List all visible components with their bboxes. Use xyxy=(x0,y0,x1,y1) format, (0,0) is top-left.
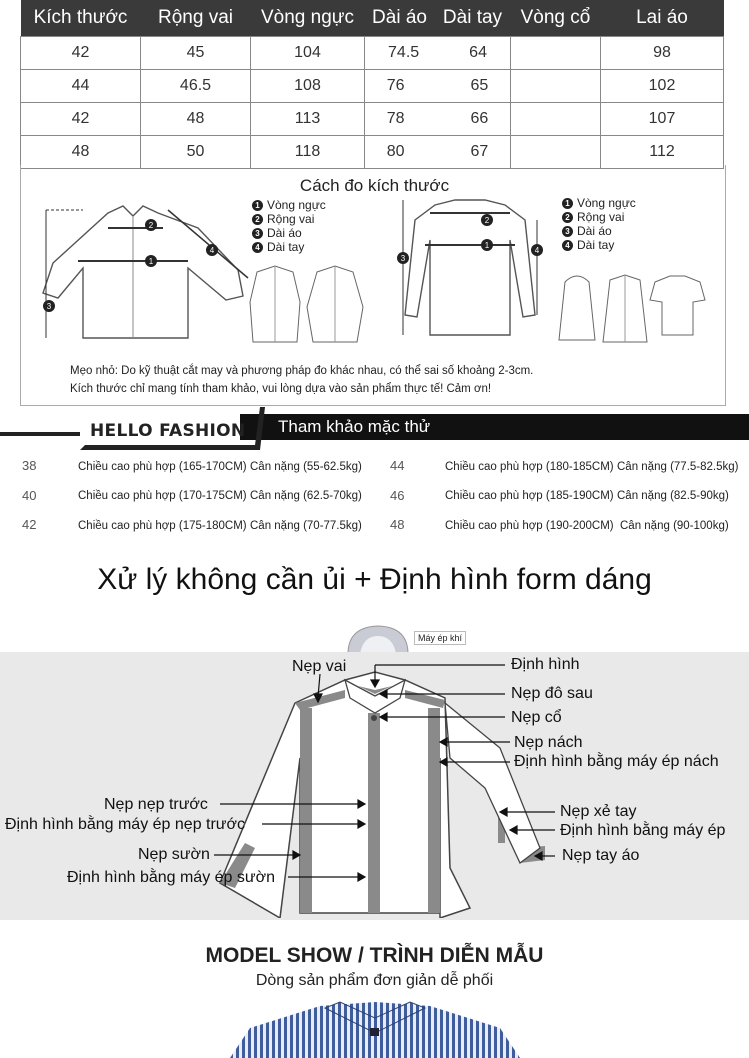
header-cell: Dài áo xyxy=(365,0,435,37)
fit-weight: Cân nặng (90-100kg) xyxy=(620,520,729,532)
table-row xyxy=(21,136,724,169)
fit-weight: Cân nặng (82.5-90kg) xyxy=(617,490,729,502)
brand-logo: HELLO FASHION xyxy=(90,421,246,441)
legend-number: 2 xyxy=(252,214,263,225)
fit-size: 40 xyxy=(22,488,37,503)
label-dinh-hinh: Định hình xyxy=(511,656,580,673)
label-nep-xe-tay: Nẹp xẻ tay xyxy=(560,803,637,820)
table-cell xyxy=(365,70,511,103)
label-nep-vai: Nẹp vai xyxy=(292,658,347,675)
table-cell: 113 xyxy=(251,103,365,136)
table-cell xyxy=(511,136,601,169)
table-cell xyxy=(511,70,601,103)
garment-icons xyxy=(555,270,715,350)
size-table-header xyxy=(21,0,724,37)
table-cell: 42 xyxy=(21,103,141,136)
fit-weight: Cân nặng (70-77.5kg) xyxy=(250,520,362,532)
table-cell: 108 xyxy=(251,70,365,103)
marker-label: 3 xyxy=(400,254,406,263)
tip-line: Mẹo nhỏ: Do kỹ thuật cắt may và phương pháp đo khác nhau, có thể sai số khoảng 2-3cm. xyxy=(70,365,534,377)
table-cell xyxy=(365,37,511,70)
table-cell: 118 xyxy=(251,136,365,169)
banner-title: Tham khảo mặc thử xyxy=(278,417,431,436)
legend-item: Dài áo xyxy=(577,224,612,238)
tip-line: Kích thước chỉ mang tính tham khảo, vui lòng dựa vào sản phẩm thực tế! Cảm ơn! xyxy=(70,383,492,395)
table-cell: 45 xyxy=(141,37,251,70)
marker-label: 1 xyxy=(484,241,490,250)
header-cell: Kích thước xyxy=(21,0,141,37)
legend-item: Rộng vai xyxy=(577,210,625,224)
fit-height: Chiều cao phù hợp (175-180CM) xyxy=(78,520,247,532)
fit-size: 46 xyxy=(390,488,405,503)
label-nep-co: Nẹp cổ xyxy=(511,709,562,726)
table-cell: 42 xyxy=(21,37,141,70)
machine-label: Máy ép khí xyxy=(414,631,466,645)
fit-height: Chiều cao phù hợp (170-175CM) xyxy=(78,490,247,502)
cell-dai-tay: 65 xyxy=(470,77,489,94)
table-cell: 107 xyxy=(601,103,724,136)
legend-number: 2 xyxy=(562,212,573,223)
legend-number: 1 xyxy=(562,198,573,209)
table-cell: 98 xyxy=(601,37,724,70)
label-nep-nach: Nẹp nách xyxy=(514,734,583,751)
table-cell xyxy=(511,103,601,136)
cell-dai-ao: 74.5 xyxy=(388,44,420,61)
table-cell: 46.5 xyxy=(141,70,251,103)
fit-weight: Cân nặng (55-62.5kg) xyxy=(250,461,362,473)
fit-weight: Cân nặng (62.5-70kg) xyxy=(250,490,362,502)
table-cell xyxy=(511,37,601,70)
label-nep-suon: Nẹp sườn xyxy=(138,846,210,863)
label-nep-do-sau: Nẹp đô sau xyxy=(511,685,593,702)
cell-dai-tay: 66 xyxy=(470,110,489,127)
shirt-measure-illustration xyxy=(38,198,258,343)
model-show-subtitle: Dòng sản phẩm đơn giản dễ phối xyxy=(255,972,494,989)
model-show-title: MODEL SHOW / TRÌNH DIỄN MẪU xyxy=(205,944,544,967)
label-dinh-hinh-suon: Định hình bằng máy ép sườn xyxy=(67,869,275,886)
legend-number: 3 xyxy=(562,226,573,237)
measure-tips xyxy=(70,362,533,398)
table-row xyxy=(21,37,724,70)
table-row xyxy=(21,103,724,136)
marker-label: 2 xyxy=(148,221,154,230)
legend-item: Vòng ngực xyxy=(267,198,326,212)
table-row xyxy=(21,70,724,103)
measure-legend-right xyxy=(562,196,636,252)
fit-size: 48 xyxy=(390,517,405,532)
legend-item: Vòng ngực xyxy=(577,196,636,210)
table-cell xyxy=(365,103,511,136)
fit-height: Chiều cao phù hợp (185-190CM) xyxy=(445,490,614,502)
fit-weight: Cân nặng (77.5-82.5kg) xyxy=(617,461,739,473)
fit-height: Chiều cao phù hợp (165-170CM) xyxy=(78,461,247,473)
fit-size: 38 xyxy=(22,458,37,473)
sweater-measure-illustration xyxy=(395,195,545,340)
table-cell: 50 xyxy=(141,136,251,169)
label-dinh-hinh-nep-truoc: Định hình bằng máy ép nẹp trước xyxy=(5,816,246,833)
model-shirt-photo xyxy=(230,998,520,1058)
marker-label: 4 xyxy=(209,246,215,255)
measure-title: Cách đo kích thước xyxy=(299,176,450,195)
marker-label: 2 xyxy=(484,216,490,225)
header-cell: Lai áo xyxy=(601,0,724,37)
legend-item: Rộng vai xyxy=(267,212,315,226)
marker-label: 1 xyxy=(148,257,154,266)
label-nep-nep-truoc: Nẹp nẹp trước xyxy=(104,796,208,813)
fit-size: 44 xyxy=(390,458,405,473)
cell-dai-ao: 80 xyxy=(386,143,405,160)
header-cell: Vòng cổ xyxy=(511,0,601,37)
marker-label: 4 xyxy=(534,246,540,255)
cell-dai-ao: 78 xyxy=(386,110,405,127)
legend-number: 1 xyxy=(252,200,263,211)
size-table xyxy=(20,0,724,169)
table-cell: 44 xyxy=(21,70,141,103)
fit-height: Chiều cao phù hợp (180-185CM) xyxy=(445,461,614,473)
table-cell: 112 xyxy=(601,136,724,169)
header-cell: Dài tay xyxy=(435,0,511,37)
cell-dai-tay: 64 xyxy=(469,44,487,61)
cell-dai-tay: 67 xyxy=(470,143,489,160)
measure-legend-left xyxy=(252,198,326,254)
cell-dai-ao: 76 xyxy=(386,77,405,94)
table-cell xyxy=(365,136,511,169)
header-cell: Rộng vai xyxy=(141,0,251,37)
fit-height: Chiều cao phù hợp (190-200CM) xyxy=(445,520,614,532)
legend-number: 3 xyxy=(252,228,263,239)
table-cell: 48 xyxy=(141,103,251,136)
legend-number: 4 xyxy=(562,240,573,251)
label-nep-tay-ao: Nẹp tay áo xyxy=(562,847,640,864)
jacket-icons xyxy=(245,262,370,347)
marker-label: 3 xyxy=(46,302,52,311)
legend-item: Dài tay xyxy=(267,240,305,254)
label-dinh-hinh-nach: Định hình bằng máy ép nách xyxy=(514,753,719,770)
table-cell: 102 xyxy=(601,70,724,103)
header-cell: Vòng ngực xyxy=(251,0,365,37)
fit-size: 42 xyxy=(22,517,37,532)
legend-item: Dài tay xyxy=(577,238,615,252)
collar-photo xyxy=(338,622,418,654)
table-cell: 104 xyxy=(251,37,365,70)
label-dinh-hinh-may-ep: Định hình bằng máy ép xyxy=(560,822,726,839)
feature-title: Xử lý không cần ủi + Định hình form dáng xyxy=(97,563,652,596)
table-cell: 48 xyxy=(21,136,141,169)
legend-item: Dài áo xyxy=(267,226,302,240)
legend-number: 4 xyxy=(252,242,263,253)
